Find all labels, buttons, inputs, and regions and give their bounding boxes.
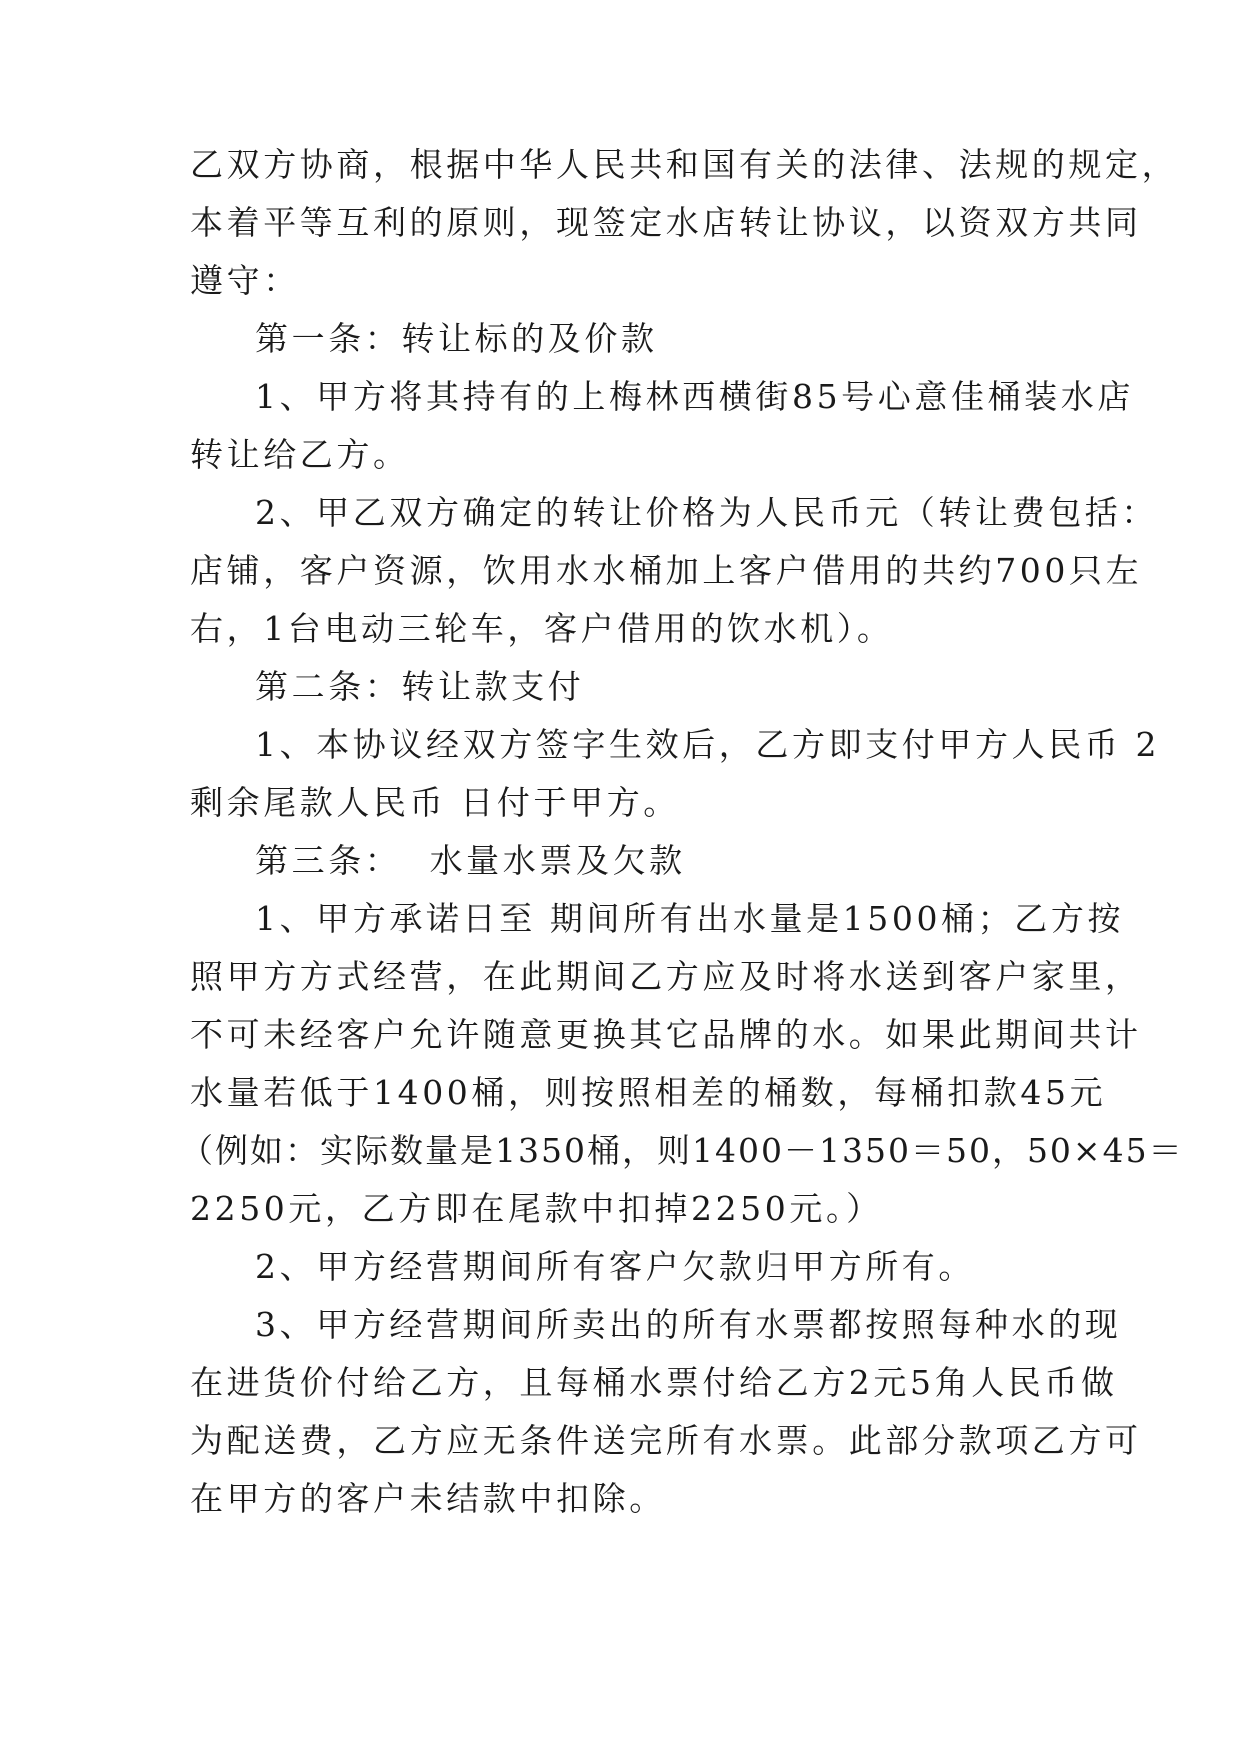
article-heading: 第三条： 水量水票及欠款: [255, 841, 686, 880]
paragraph-line: 2250元，乙方即在尾款中扣掉2250元。）: [190, 1189, 883, 1228]
paragraph-line: 3、甲方经营期间所卖出的所有水票都按照每种水的现: [255, 1305, 1122, 1344]
paragraph-line: 不可未经客户允许随意更换其它品牌的水。如果此期间共计: [190, 1015, 1142, 1054]
paragraph-line: 转让给乙方。: [190, 435, 410, 474]
paragraph-line: 店铺，客户资源，饮用水水桶加上客户借用的共约700只左: [190, 551, 1143, 590]
paragraph-line: 剩余尾款人民币 日付于甲方。: [190, 783, 680, 822]
paragraph-line: 乙双方协商，根据中华人民共和国有关的法律、法规的规定，: [190, 145, 1179, 184]
paragraph-line: （例如：实际数量是1350桶，则1400－1350＝50，50×45＝: [180, 1131, 1184, 1170]
paragraph-line: 1、甲方将其持有的上梅林西横街85号心意佳桶装水店: [255, 377, 1134, 416]
article-heading: 第一条：转让标的及价款: [255, 319, 658, 358]
paragraph-line: 1、甲方承诺日至 期间所有出水量是1500桶；乙方按: [255, 899, 1125, 938]
paragraph-line: 遵守：: [190, 261, 300, 300]
paragraph-line: 1、本协议经双方签字生效后，乙方即支付甲方人民币 2: [255, 725, 1161, 764]
paragraph-line: 右，1台电动三轮车，客户借用的饮水机）。: [190, 609, 894, 648]
article-heading: 第二条：转让款支付: [255, 667, 585, 706]
paragraph-line: 在进货价付给乙方，且每桶水票付给乙方2元5角人民币做: [190, 1363, 1118, 1402]
paragraph-line: 在甲方的客户未结款中扣除。: [190, 1479, 666, 1518]
paragraph-line: 本着平等互利的原则，现签定水店转让协议，以资双方共同: [190, 203, 1142, 242]
paragraph-line: 为配送费，乙方应无条件送完所有水票。此部分款项乙方可: [190, 1421, 1142, 1460]
paragraph-line: 照甲方方式经营，在此期间乙方应及时将水送到客户家里，: [190, 957, 1142, 996]
paragraph-line: 2、甲方经营期间所有客户欠款归甲方所有。: [255, 1247, 975, 1286]
paragraph-line: 水量若低于1400桶，则按照相差的桶数，每桶扣款45元: [190, 1073, 1107, 1112]
paragraph-line: 2、甲乙双方确定的转让价格为人民币元（转让费包括：: [255, 493, 1158, 532]
